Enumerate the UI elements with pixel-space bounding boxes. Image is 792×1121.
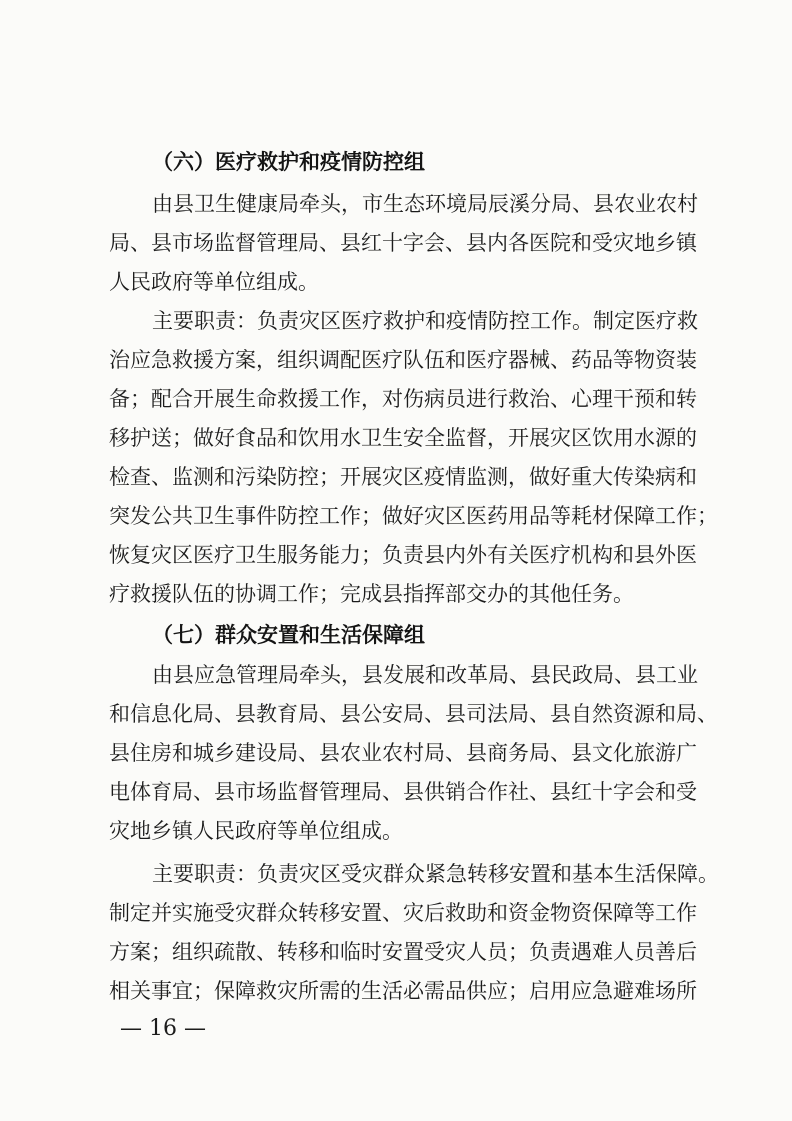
section-six-para1-line1: 由县卫生健康局牵头，市生态环境局辰溪分局、县农业农村	[152, 192, 698, 216]
section-seven-para1-line5: 灾地乡镇人民政府等单位组成。	[109, 819, 403, 843]
section-six-para2-line1: 主要职责：负责灾区医疗救护和疫情防控工作。制定医疗救	[152, 309, 698, 333]
section-six-heading: （六）医疗救护和疫情防控组	[152, 150, 425, 174]
section-six-para2-line7: 恢复灾区医疗卫生服务能力；负责县内外有关医疗机构和县外医	[109, 543, 697, 567]
section-seven-para1-line4: 电体育局、县市场监督管理局、县供销合作社、县红十字会和受	[109, 780, 697, 804]
section-seven-heading: （七）群众安置和生活保障组	[152, 623, 425, 647]
section-seven-para1-line1: 由县应急管理局牵头，县发展和改革局、县民政局、县工业	[152, 663, 698, 687]
section-six-para2-line6: 突发公共卫生事件防控工作；做好灾区医药用品等耗材保障工作；	[109, 504, 718, 528]
section-seven-para2-line3: 方案；组织疏散、转移和临时安置受灾人员；负责遇难人员善后	[109, 940, 697, 964]
section-six-para2-line8: 疗救援队伍的协调工作；完成县指挥部交办的其他任务。	[109, 582, 634, 606]
section-six-para1-line2: 局、县市场监督管理局、县红十字会、县内各医院和受灾地乡镇	[109, 231, 697, 255]
section-six-para2-line3: 备；配合开展生命救援工作，对伤病员进行救治、心理干预和转	[109, 387, 697, 411]
section-seven-para1-line2: 和信息化局、县教育局、县公安局、县司法局、县自然资源和局、	[109, 702, 718, 726]
section-six-para2-line5: 检查、监测和污染防控；开展灾区疫情监测，做好重大传染病和	[109, 465, 697, 489]
section-seven-para2-line4: 相关事宜；保障救灾所需的生活必需品供应；启用应急避难场所	[109, 979, 697, 1003]
section-seven-para1-line3: 县住房和城乡建设局、县农业农村局、县商务局、县文化旅游广	[109, 741, 697, 765]
section-six-para2-line2: 治应急救援方案，组织调配医疗队伍和医疗器械、药品等物资装	[109, 348, 697, 372]
section-six-para2-line4: 移护送；做好食品和饮用水卫生安全监督，开展灾区饮用水源的	[109, 426, 697, 450]
page-number: — 16 —	[120, 1016, 206, 1041]
section-six-para1-line3: 人民政府等单位组成。	[109, 270, 319, 294]
section-seven-para2-line1: 主要职责：负责灾区受灾群众紧急转移安置和基本生活保障。	[152, 862, 719, 886]
section-seven-para2-line2: 制定并实施受灾群众转移安置、灾后救助和资金物资保障等工作	[109, 901, 697, 925]
